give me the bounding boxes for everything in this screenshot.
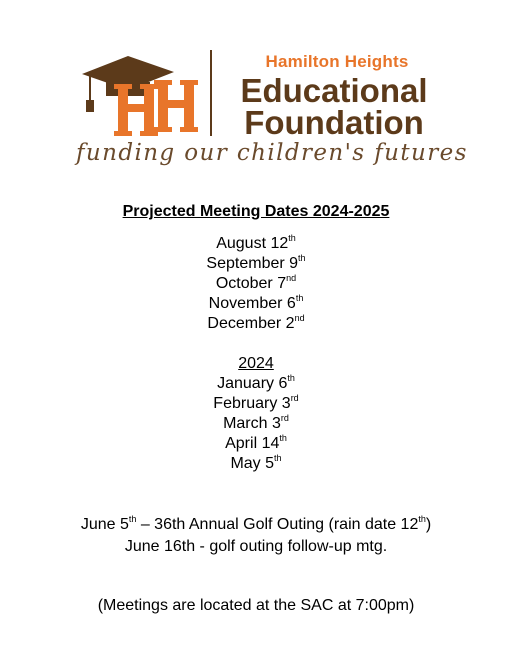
org-name-line-2: Foundation <box>244 104 424 141</box>
graduation-cap-hh-monogram-icon <box>76 44 226 144</box>
date-item: October 7nd <box>215 273 297 292</box>
date-item: January 6th <box>217 373 295 392</box>
foundation-logo <box>76 44 468 174</box>
date-item: April 14th <box>225 433 287 452</box>
location-note: (Meetings are located at the SAC at 7:00pm) <box>97 597 415 614</box>
date-item: May 5th <box>230 453 282 472</box>
date-item: February 3rd <box>213 393 299 412</box>
year-heading: 2024 <box>238 355 274 372</box>
date-item: December 2nd <box>207 313 305 332</box>
date-item: September 9th <box>206 253 306 272</box>
logo-tagline: funding our children's futures <box>76 140 468 166</box>
spring-dates-list <box>0 354 512 474</box>
date-item: November 6th <box>208 293 304 312</box>
followup-line: June 16th - golf outing follow-up mtg. <box>124 538 388 555</box>
golf-outing-line: June 5th – 36th Annual Golf Outing (rain date 12th) <box>80 514 432 533</box>
date-item: March 3rd <box>223 413 289 432</box>
date-item: August 12th <box>216 233 296 252</box>
page-title: Projected Meeting Dates 2024-2025 <box>122 203 390 220</box>
org-name-line-1: Educational <box>240 72 428 109</box>
fall-dates-list <box>0 234 512 334</box>
org-name-top: Hamilton Heights <box>265 52 409 71</box>
